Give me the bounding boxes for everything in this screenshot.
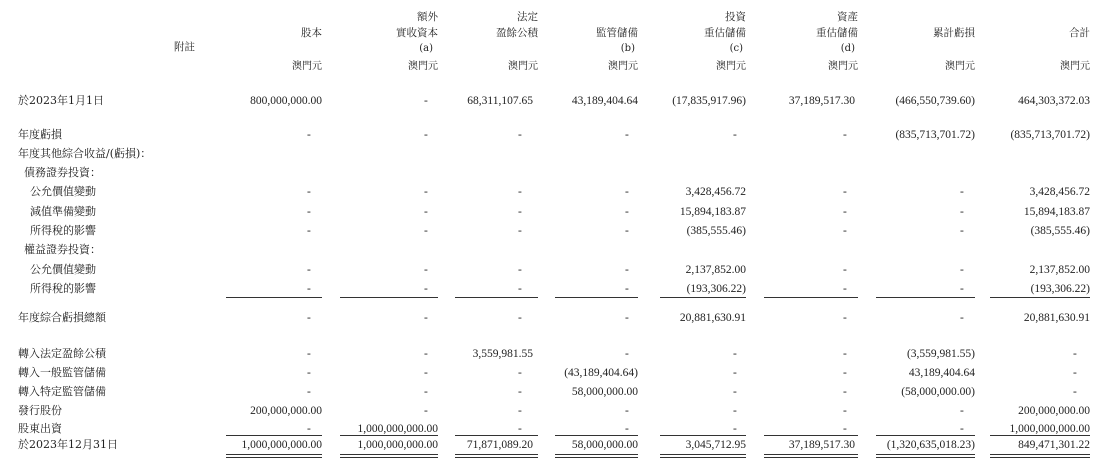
row-label-total-comprehensive-loss: 年度綜合虧損總額 [18,311,106,324]
table-cell: 68,311,107.65 [467,95,533,107]
table-cell: (385,555.46) [686,225,746,237]
row-label-transfer-specific-reserve: 轉入特定監管儲備 [18,385,106,398]
total-double-rule [876,454,975,458]
row-label-share-issue: 發行股份 [18,404,62,417]
total-double-rule [990,454,1090,458]
table-cell: 1,000,000,000.00 [1009,423,1090,435]
table-cell: 20,881,630.91 [679,312,746,324]
table-cell: - [960,283,964,295]
row-label-transfer-statutory-surplus: 轉入法定盈餘公積 [18,347,106,360]
table-cell: - [843,129,847,141]
subtotal-rule [226,297,322,298]
table-cell: 1,000,000,000.00 [357,439,438,451]
table-cell: (58,000,000.00) [901,386,975,398]
subtotal-rule [555,435,638,436]
table-cell: - [307,186,311,198]
unit-label: 澳門元 [408,61,438,72]
table-cell: 43,189,404.64 [571,95,638,107]
row-label-loss-for-year: 年度虧損 [18,128,62,141]
table-cell: - [307,423,311,435]
table-cell: (466,550,739.60) [895,95,975,107]
table-cell: - [843,348,847,360]
table-cell: - [960,312,964,324]
table-cell: 3,428,456.72 [685,186,746,198]
table-cell: - [424,129,428,141]
col-header-asset-revaluation-line1: 資產 [837,11,858,23]
table-cell: - [960,206,964,218]
table-cell: - [518,129,522,141]
table-cell: - [843,225,847,237]
subtotal-rule [340,435,438,436]
row-label-transfer-general-reserve: 轉入一般監管儲備 [18,366,106,379]
subtotal-rule [990,435,1090,436]
subtotal-rule [660,297,746,298]
table-cell: - [733,367,737,379]
table-cell: - [518,225,522,237]
table-cell: 37,189,517.30 [788,95,855,107]
table-cell: 2,137,852.00 [1029,264,1090,276]
table-cell: - [1073,367,1077,379]
unit-label: 澳門元 [716,61,746,72]
col-header-note-a: (a) [419,43,433,54]
col-header-statutory-surplus-line1: 法定 [517,11,538,23]
col-header-total: 合計 [1069,27,1090,39]
unit-label: 澳門元 [1060,61,1090,72]
table-cell: - [307,225,311,237]
table-cell: - [1073,386,1077,398]
table-cell: - [960,225,964,237]
table-cell: - [625,206,629,218]
row-label-debt-securities-heading: 債務證券投資： [24,166,101,179]
col-header-note-b: (b) [620,43,635,54]
table-cell: - [1073,348,1077,360]
table-cell: - [518,283,522,295]
table-cell: - [307,312,311,324]
table-cell: - [307,129,311,141]
table-cell: - [960,405,964,417]
row-label-oci-heading: 年度其他綜合收益/(虧損)： [18,147,152,160]
table-cell: - [518,367,522,379]
col-header-investment-revaluation-line2: 重估儲備 [704,27,746,39]
table-cell: - [733,405,737,417]
table-cell: - [625,129,629,141]
row-label-tax-effect: 所得稅的影響 [30,224,96,237]
table-cell: - [625,312,629,324]
table-cell: - [518,264,522,276]
table-cell: (43,189,404.64) [564,367,638,379]
row-label-closing-balance: 於2023年12月31日 [18,438,118,451]
table-cell: 3,428,456.72 [1029,186,1090,198]
table-cell: - [843,367,847,379]
note-column-header: 附註 [174,41,195,53]
total-double-rule [660,454,746,458]
table-cell: (193,306.22) [686,283,746,295]
table-cell: (385,555.46) [1030,225,1090,237]
table-cell: (17,835,917.96) [672,95,746,107]
subtotal-rule [455,435,538,436]
table-cell: - [424,405,428,417]
table-cell: - [424,283,428,295]
subtotal-rule [764,297,858,298]
table-cell: 58,000,000.00 [571,439,638,451]
col-header-additional-paid-in-capital-line1: 額外 [417,11,438,23]
table-cell: 15,894,183.87 [1023,206,1090,218]
row-label-impairment-change: 減值準備變動 [30,205,96,218]
unit-label: 澳門元 [292,61,322,72]
table-cell: - [733,423,737,435]
table-cell: - [733,386,737,398]
table-cell: - [518,405,522,417]
row-label-tax-effect: 所得稅的影響 [30,282,96,295]
table-cell: - [843,423,847,435]
table-cell: 464,303,372.03 [1018,95,1090,107]
subtotal-rule [876,435,975,436]
table-cell: - [843,386,847,398]
row-label-opening-balance: 於2023年1月1日 [18,94,104,107]
total-double-rule [226,454,322,458]
table-cell: - [960,186,964,198]
table-cell: - [625,264,629,276]
table-cell: - [960,264,964,276]
table-cell: - [625,225,629,237]
table-cell: - [960,423,964,435]
table-cell: - [307,367,311,379]
col-header-note-c: (c) [729,43,743,54]
subtotal-rule [455,297,538,298]
table-cell: (3,559,981.55) [906,348,975,360]
unit-label: 澳門元 [945,61,975,72]
table-cell: - [424,348,428,360]
table-cell: 43,189,404.64 [908,367,975,379]
table-cell: - [518,312,522,324]
table-cell: - [307,283,311,295]
total-double-rule [555,454,638,458]
table-cell: (835,713,701.72) [1010,129,1090,141]
table-cell: 3,559,981.55 [472,348,533,360]
col-header-asset-revaluation-line2: 重估儲備 [816,27,858,39]
table-cell: - [307,206,311,218]
row-label-fair-value-change: 公允價值變動 [30,185,96,198]
table-cell: - [424,95,428,107]
table-cell: - [424,367,428,379]
table-cell: - [424,264,428,276]
table-cell: - [733,348,737,360]
table-cell: 37,189,517.30 [788,439,855,451]
table-cell: 1,000,000,000.00 [357,423,438,435]
table-cell: 849,471,301.22 [1018,439,1090,451]
table-cell: (835,713,701.72) [895,129,975,141]
total-double-rule [455,454,538,458]
table-cell: (193,306.22) [1030,283,1090,295]
table-cell: - [518,206,522,218]
col-header-investment-revaluation-line1: 投資 [725,11,746,23]
table-cell: - [625,283,629,295]
unit-label: 澳門元 [828,61,858,72]
table-cell: - [307,264,311,276]
table-cell: 20,881,630.91 [1023,312,1090,324]
table-cell: - [424,206,428,218]
table-cell: - [843,264,847,276]
total-double-rule [764,454,858,458]
row-label-equity-securities-heading: 權益證券投資： [24,243,101,256]
table-cell: 1,000,000,000.00 [241,439,322,451]
table-cell: 200,000,000.00 [250,405,322,417]
table-cell: - [424,312,428,324]
table-cell: - [625,348,629,360]
col-header-share-capital: 股本 [301,27,322,39]
unit-label: 澳門元 [608,61,638,72]
table-cell: - [518,423,522,435]
subtotal-rule [990,297,1090,298]
subtotal-rule [340,297,438,298]
col-header-accumulated-losses: 累計虧損 [933,27,975,39]
table-cell: - [625,405,629,417]
table-cell: - [518,186,522,198]
table-cell: 71,871,089.20 [466,439,533,451]
col-header-additional-paid-in-capital-line2: 實收資本 [396,27,438,39]
table-cell: - [843,206,847,218]
table-cell: 2,137,852.00 [685,264,746,276]
table-cell: - [843,186,847,198]
table-cell: 58,000,000.00 [571,386,638,398]
table-cell: - [424,225,428,237]
table-cell: - [843,405,847,417]
table-cell: - [307,386,311,398]
table-cell: 800,000,000.00 [250,95,322,107]
table-cell: - [843,312,847,324]
subtotal-rule [555,297,638,298]
table-cell: - [518,386,522,398]
table-cell: - [307,348,311,360]
table-cell: (1,320,635,018.23) [886,439,975,451]
row-label-shareholder-contribution: 股東出資 [18,422,62,435]
unit-label: 澳門元 [508,61,538,72]
col-header-statutory-surplus-line2: 盈餘公積 [496,27,538,39]
table-cell: 3,045,712.95 [685,439,746,451]
subtotal-rule [876,297,975,298]
table-cell: - [424,386,428,398]
table-cell: - [733,129,737,141]
row-label-fair-value-change: 公允價值變動 [30,263,96,276]
table-cell: - [625,186,629,198]
table-cell: 200,000,000.00 [1018,405,1090,417]
subtotal-rule [764,435,858,436]
table-cell: - [843,283,847,295]
total-double-rule [340,454,438,458]
subtotal-rule [660,435,746,436]
col-header-regulatory-reserve: 監管儲備 [596,27,638,39]
table-cell: - [424,186,428,198]
table-cell: 15,894,183.87 [679,206,746,218]
table-cell: - [625,423,629,435]
col-header-note-d: (d) [840,43,855,54]
subtotal-rule [226,435,322,436]
